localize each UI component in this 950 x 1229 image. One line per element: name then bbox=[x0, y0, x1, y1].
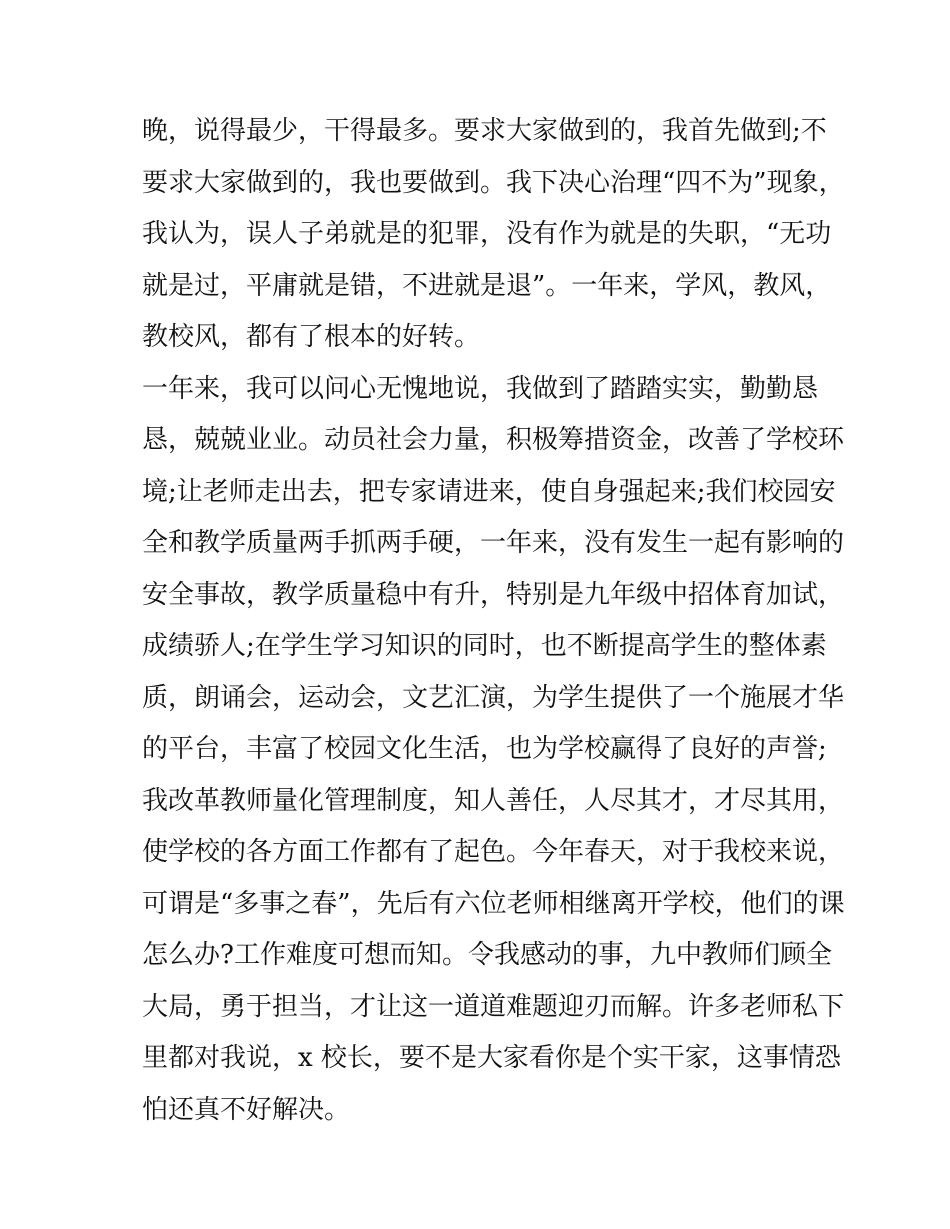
text-line: 质，朗诵会，运动会，文艺汇演，为学生提供了一个施展才华 bbox=[142, 682, 845, 713]
text-line: 境;让老师走出去，把专家请进来，使自身强起来;我们校园安 bbox=[142, 476, 836, 507]
text-line: 一年来，我可以问心无愧地说，我做到了踏踏实实，勤勤恳 bbox=[142, 373, 819, 404]
text-line: 要求大家做到的，我也要做到。我下决心治理“四不为”现象， bbox=[142, 167, 845, 198]
text-line: 我认为，误人子弟就是的犯罪，没有作为就是的失职，“无功 bbox=[142, 219, 832, 249]
text-line: 全和教学质量两手抓两手硬，一年来，没有发生一起有影响的 bbox=[142, 528, 845, 558]
text-line: 就是过，平庸就是错，不进就是退”。一年来，学风，教风， bbox=[142, 270, 832, 301]
text-line: 里都对我说，x 校长，要不是大家看你是个实干家，这事情恐 bbox=[142, 1043, 841, 1073]
text-line: 怕还真不好解决。 bbox=[142, 1094, 351, 1125]
text-line: 晚，说得最少，干得最多。要求大家做到的，我首先做到;不 bbox=[142, 116, 827, 146]
text-line: 教校风，都有了根本的好转。 bbox=[142, 322, 481, 352]
body-text bbox=[142, 106, 845, 1136]
text-line: 大局，勇于担当，才让这一道道难题迎刃而解。许多老师私下 bbox=[142, 991, 845, 1022]
text-line: 使学校的各方面工作都有了起色。今年春天，对于我校来说， bbox=[142, 837, 845, 867]
text-line: 我改革教师量化管理制度，知人善任，人尽其才，才尽其用， bbox=[142, 785, 845, 816]
text-line: 怎么办?工作难度可想而知。令我感动的事，九中教师们顾全 bbox=[142, 940, 832, 970]
text-line: 恳，兢兢业业。动员社会力量，积极筹措资金，改善了学校环 bbox=[142, 425, 845, 455]
text-line: 安全事故，教学质量稳中有升，特别是九年级中招体育加试， bbox=[142, 579, 845, 610]
text-line: 的平台，丰富了校园文化生活，也为学校赢得了良好的声誉; bbox=[142, 734, 827, 764]
text-line: 成绩骄人;在学生学习知识的同时，也不断提高学生的整体素 bbox=[142, 631, 827, 661]
text-line: 可谓是“多事之春”，先后有六位老师相继离开学校，他们的课 bbox=[142, 888, 845, 919]
